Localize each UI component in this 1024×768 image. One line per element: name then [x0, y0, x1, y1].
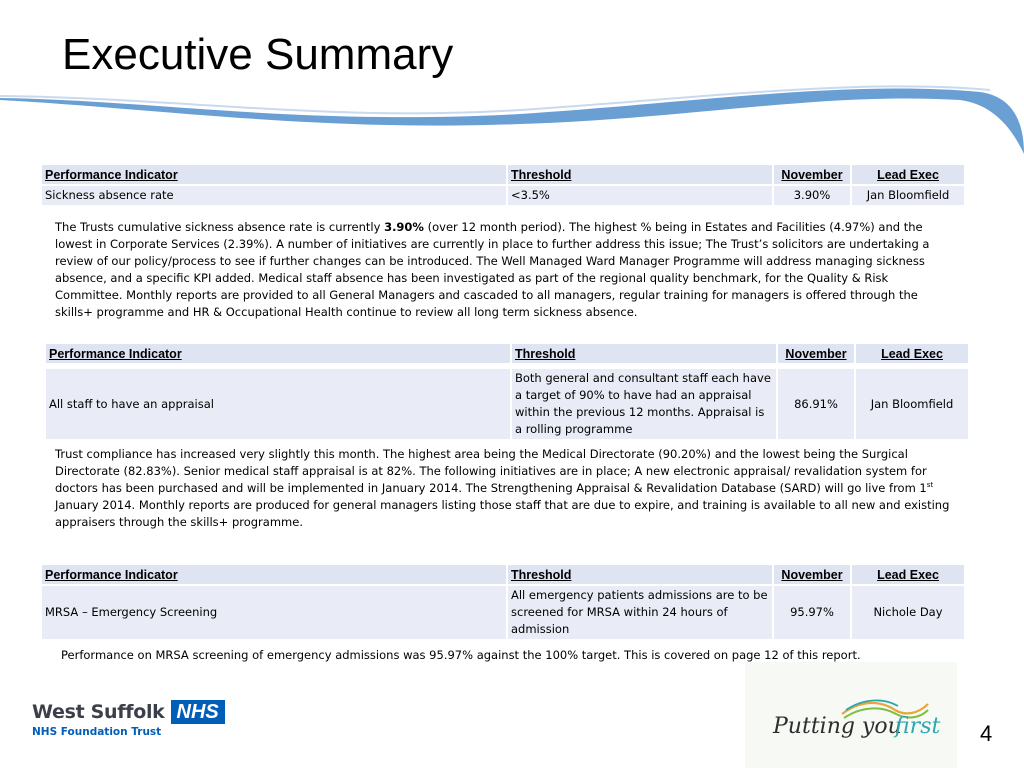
- cell-indicator: Sickness absence rate: [42, 186, 508, 205]
- table-header-row: [42, 165, 966, 186]
- nhs-logo-icon: NHS: [171, 700, 225, 724]
- putting-you-first-logo: [745, 662, 957, 768]
- paragraph-sickness: The Trusts cumulative sickness absence rate is currently 3.90% (over 12 month period). The highest % being in Estates and Facilities (4.97%) and the lowest in Corporate Services (2.39%). A number of initiatives are currently in place to further address this issue; The Trust’s solicitors are undertaking a review of our policy/process to see if further changes can be introduced. The Well Managed Ward Manager Programme will address managing sickness absence, and a specific KPI added. Medical staff absence has been investigated as part of the regional quality benchmark, for the Quality & Risk Committee. Monthly reports are provided to all General Managers and cascaded to all managers, regular training for managers is offered through the skills+ programme and HR & Occupational Health continue to review all long term sickness absence.: [55, 220, 930, 319]
- header-november: November: [778, 344, 856, 365]
- header-lead-exec: Lead Exec: [852, 565, 966, 586]
- header-lead-exec: Lead Exec: [852, 165, 966, 186]
- table-row: [46, 365, 970, 439]
- decorative-swoosh: [0, 78, 1024, 158]
- cell-november-value: 3.90%: [774, 186, 852, 205]
- cell-lead-exec: Jan Bloomfield: [852, 186, 966, 205]
- highlight-rate: 3.90%: [384, 220, 424, 234]
- header-performance-indicator: Performance Indicator: [46, 344, 512, 365]
- page-number: 4: [980, 721, 993, 746]
- header-lead-exec: Lead Exec: [856, 344, 970, 365]
- trust-name: NHS Foundation Trust: [32, 726, 162, 738]
- header-november: November: [774, 165, 852, 186]
- header-performance-indicator: Performance Indicator: [42, 565, 508, 586]
- header-threshold: Threshold: [508, 165, 774, 186]
- tagline-emphasis: first: [895, 714, 941, 739]
- header-threshold: Threshold: [508, 565, 774, 586]
- cell-november-value: 86.91%: [778, 365, 856, 439]
- slide-title: Executive Summary: [62, 30, 454, 79]
- paragraph-appraisal: Trust compliance has increased very slightly this month. The highest area being the Medical Directorate (90.20%) and the lowest being the Surgical Directorate (82.83%). Senior medical staff appraisal is at 82%. The following initiatives are in place; A new electronic appraisal/ revalidation system for doctors has been purchased and will be implemented in January 2014. The Strengthening Appraisal & Revalidation Database (SARD) will go live from 1st January 2014. Monthly reports are produced for general managers listing those staff that are due to expire, and training is available to all new and existing appraisers through the skills+ programme.: [55, 447, 950, 529]
- west-suffolk-logo: [32, 700, 225, 738]
- table-row: [42, 186, 966, 205]
- table-row: [42, 586, 966, 639]
- kpi-table-sickness: [42, 165, 966, 205]
- cell-lead-exec: Nichole Day: [852, 586, 966, 639]
- cell-threshold: All emergency patients admissions are to be screened for MRSA within 24 hours of admission: [508, 586, 774, 639]
- header-november: November: [774, 565, 852, 586]
- cell-threshold: Both general and consultant staff each have a target of 90% to have had an appraisal within the previous 12 months. Appraisal is a rolling programme: [512, 365, 778, 439]
- cell-threshold: <3.5%: [508, 186, 774, 205]
- kpi-table-mrsa: [42, 565, 966, 639]
- cell-november-value: 95.97%: [774, 586, 852, 639]
- table-header-row: [42, 565, 966, 586]
- cell-indicator: All staff to have an appraisal: [46, 365, 512, 439]
- kpi-table-appraisal: [46, 344, 970, 439]
- paragraph-mrsa: Performance on MRSA screening of emergency admissions was 95.97% against the 100% target. This is covered on page 12 of this report.: [61, 648, 861, 662]
- tagline-text: Putting you: [773, 714, 902, 739]
- table-header-row: [46, 344, 970, 365]
- header-performance-indicator: Performance Indicator: [42, 165, 508, 186]
- header-threshold: Threshold: [512, 344, 778, 365]
- org-name: West Suffolk: [32, 701, 165, 723]
- cell-lead-exec: Jan Bloomfield: [856, 365, 970, 439]
- cell-indicator: MRSA – Emergency Screening: [42, 586, 508, 639]
